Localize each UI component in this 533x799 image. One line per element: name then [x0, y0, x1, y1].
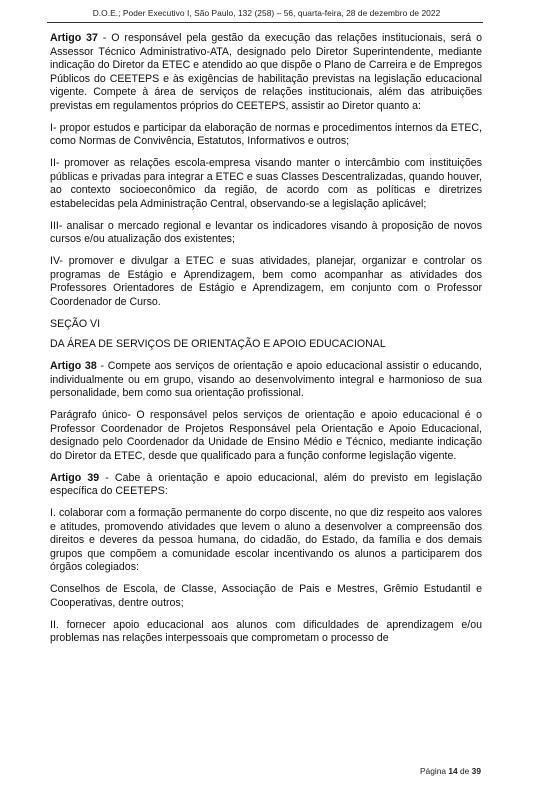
item-ii-paragraph: II- promover as relações escola-empresa visando manter o intercâmbio com instituições públicas e privadas para integrar a ETEC e suas Classes Descentralizadas, quando houver, ao contexto socioeconômico da região, de acordo com as políticas e diretrizes estabelecidas pela Administração Central, observando-se a legislação aplicável;: [50, 157, 482, 210]
section-number: SEÇÃO VI: [50, 317, 101, 330]
page-number: [420, 766, 481, 776]
header-rule: [47, 22, 483, 23]
artigo-39-paragraph: [50, 472, 482, 499]
artigo-38-heading: Artigo 38: [50, 360, 97, 372]
artigo-38-text: - Compete aos serviços de orientação e apoio educacional assistir o educando, individualmente ou em grupo, visando ao desenvolvimento integral e harmonioso de sua personalidade, bem como sua orientação profissional.: [50, 360, 482, 399]
item-iii-paragraph: III- analisar o mercado regional e levantar os indicadores visando à proposição de novos cursos e/ou atualização dos existentes;: [50, 219, 482, 245]
artigo-37-paragraph: [50, 32, 482, 113]
artigo-39-text: - Cabe à orientação e apoio educacional, além do previsto em legislação específica do CEETEPS:: [50, 471, 482, 497]
conselhos-paragraph: Conselhos de Escola, de Classe, Associação de Pais e Mestres, Grêmio Estudantil e Cooperativas, dentre outros;: [50, 583, 482, 609]
item-iv-paragraph: IV- promover e divulgar a ETEC e suas atividades, planejar, organizar e controlar os programas de Estágio e Aprendizagem, bem como acompanhar as atividades dos Professores Orientadores de Estágio e Aprendizagem, em conjunto com o Professor Coordenador de Curso.: [50, 255, 482, 308]
item-i-39-paragraph: I. colaborar com a formação permanente do corpo discente, no que diz respeito aos valores e atitudes, promovendo atividades que levem o aluno a desenvolver a compreensão dos direitos e deveres da pessoa humana, do cidadão, do Estado, da família e dos demais grupos que compõem a comunidade escolar incentivando os alunos a participarem dos órgãos colegiados:: [50, 507, 482, 573]
artigo-37-heading: Artigo 37: [50, 32, 98, 44]
item-i-paragraph: I- propor estudos e participar da elaboração de normas e procedimentos internos da ETEC, como Normas de Convivência, Estatutos, Informativos e outros;: [50, 121, 482, 147]
page-of-label: de: [457, 766, 472, 776]
item-ii-39-paragraph: II. fornecer apoio educacional aos alunos com dificuldades de aprendizagem e/ou problemas nas relações interpessoais que comprometam o processo de: [50, 618, 482, 644]
page-label: Página: [419, 766, 449, 776]
artigo-38-paragraph: [50, 360, 482, 401]
artigo-37-text: - O responsável pela gestão da execução das relações institucionais, será o Assessor Técnico Administrativo-ATA, designado pelo Diretor Superintendente, mediante indicação do Diretor da ETEC e atendido ao que dispõe o Plano de Carreira e de Empregos Públicos do CEETEPS e às exigências de habilitação previstas na legislação educacional vigente. Compete à área de serviços de relações institucionais, além das atribuições previstas em regulamentos próprios do CEETEPS, assistir ao Diretor quanto a:: [50, 32, 482, 112]
document-body: [50, 32, 482, 654]
page-header: D.O.E.; Poder Executivo I, São Paulo, 132 (258) – 56, quarta-feira, 28 de dezembro de 2022: [92, 8, 441, 18]
page-current: 14: [448, 766, 458, 776]
artigo-39-heading: Artigo 39: [50, 471, 100, 484]
page-total: 39: [471, 766, 481, 776]
section-title: DA ÁREA DE SERVIÇOS DE ORIENTAÇÃO E APOIO EDUCACIONAL: [50, 338, 386, 350]
paragrafo-unico: Parágrafo único- O responsável pelos serviços de orientação e apoio educacional é o Professor Coordenador de Projetos Responsável pela Orientação e Apoio Educacional, designado pelo Coordenador da Unidade de Ensino Médio e Técnico, mediante indicação do Diretor da ETEC, desde que qualificado para a função conforme legislação vigente.: [50, 409, 482, 462]
